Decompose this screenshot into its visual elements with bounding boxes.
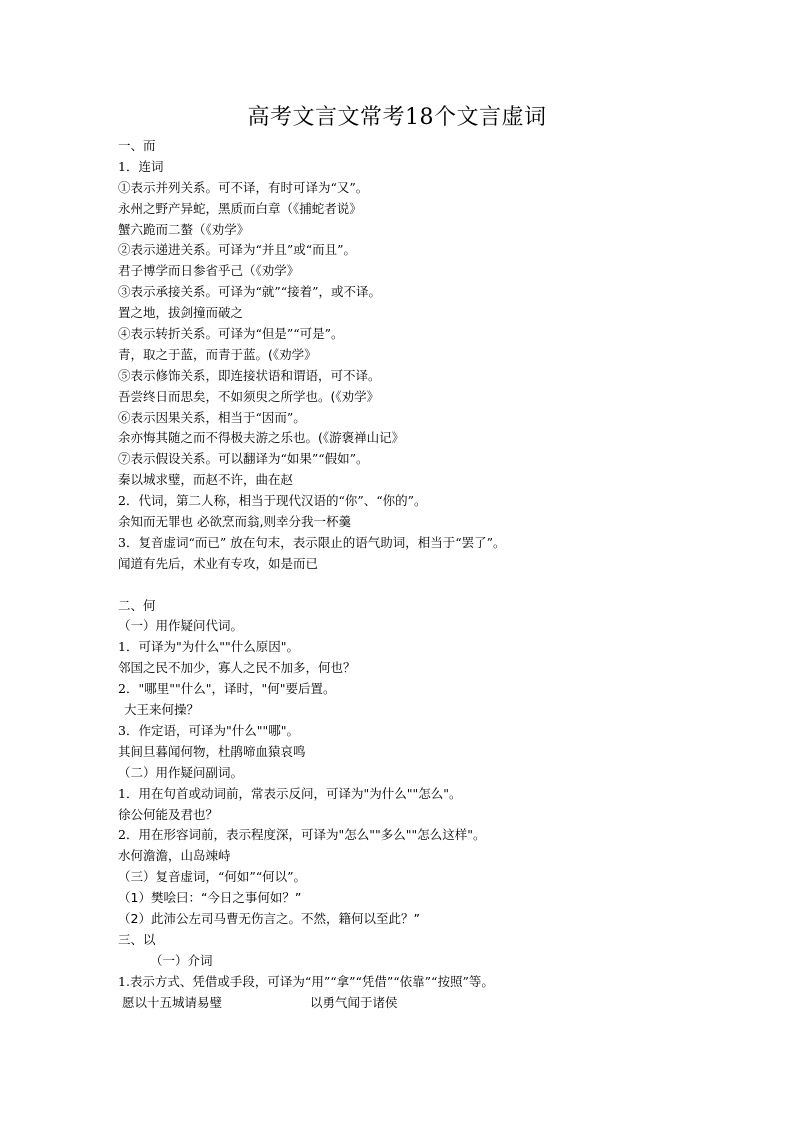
subheading-interrogative-pronoun: （一）用作疑问代词。	[118, 618, 244, 634]
document-body	[118, 136, 738, 1013]
example-line: （1）樊哙曰：“今日之事何如？”	[118, 890, 302, 906]
subheading-compound-particle: （三）复音虚词，“何如”“何以”。	[118, 869, 307, 885]
example-line: （2）此沛公左司马曹无伤言之。不然，籍何以至此？”	[118, 910, 420, 926]
example-line: 秦以城求璧，而赵不许，曲在赵	[118, 472, 294, 488]
rule-line: ⑥表示因果关系，相当于“因而”。	[118, 409, 306, 425]
example-line: 邻国之民不加少，寡人之民不加多，何也？	[118, 660, 356, 676]
rule-line: 1．用在句首或动词前，常表示反问，可译为"为什么""怎么"。	[118, 785, 462, 801]
example-line: 吾尝终日而思矣，不如须臾之所学也。(《劝学》	[118, 388, 380, 404]
rule-line: 3．作定语，可译为"什么""哪"。	[118, 722, 299, 738]
subheading-interrogative-adverb: （二）用作疑问副词。	[118, 764, 244, 780]
rule-line: ③表示承接关系。可译为“就”“接着”，或不译。	[118, 284, 382, 300]
example-line: 徐公何能及君也？	[118, 806, 219, 822]
rule-line: ⑤表示修饰关系，即连接状语和谓语，可不译。	[118, 367, 381, 383]
rule-line: ②表示递进关系。可译为“并且”或“而且”。	[118, 242, 357, 258]
example-line	[118, 993, 738, 1014]
example-line: 君子博学而日参省乎己（《劝学》	[118, 263, 300, 279]
example-line: 大王来何操？	[124, 702, 200, 718]
section-heading-he: 二、何	[118, 597, 156, 613]
subheading-preposition: （一）介词	[150, 952, 213, 968]
document-title: 高考文言文常考18个文言虚词	[247, 105, 547, 130]
rule-line: ①表示并列关系。可不译，有时可译为“又”。	[118, 179, 369, 195]
example-line: 永州之野产异蛇，黑质而白章（《捕蛇者说》	[118, 200, 362, 216]
example-line: 余知而无罪也 必欲烹而翁,则幸分我一杯羹	[118, 514, 351, 530]
example-line: 其间旦暮闻何物，杜鹃啼血猿哀鸣	[118, 743, 306, 759]
example-line: 置之地，拔剑撞而破之	[118, 305, 244, 321]
example-line: 水何澹澹，山岛竦峙	[118, 848, 231, 864]
rule-line: 2．"哪里""什么"，译时，"何"要后置。	[118, 681, 336, 697]
example-line: 闻道有先后，术业有专攻，如是而已	[118, 555, 319, 571]
rule-line: 3．复音虚词“而已” 放在句末，表示限止的语气助词，相当于“罢了”。	[118, 534, 506, 550]
example-left: 愿以十五城请易璧	[122, 994, 223, 1010]
example-line: 青，取之于蓝，而青于蓝。(《劝学》	[118, 346, 317, 362]
rule-line: 1.表示方式、凭借或手段，可译为“用”“拿”“凭借”“依靠”“按照”等。	[118, 973, 494, 989]
example-line: 余亦悔其随之而不得极夫游之乐也。(《游褒禅山记》	[118, 430, 405, 446]
rule-line: 2．代词，第二人称，相当于现代汉语的“你”、“你的”。	[118, 493, 427, 509]
rule-line: 2．用在形容词前，表示程度深，可译为"怎么""多么""怎么这样"。	[118, 827, 486, 843]
section-heading-er: 一、而	[118, 138, 156, 153]
section-heading-yi: 三、以	[118, 931, 156, 947]
rule-line: 1．可译为"为什么""什么原因"。	[118, 639, 299, 655]
example-right: 以勇气闻于诸侯	[310, 994, 398, 1010]
subheading-conjunction: 1．连词	[118, 158, 164, 174]
example-line: 蟹六跪而二螯（《劝学》	[118, 221, 250, 237]
blank-line	[118, 575, 738, 596]
rule-line: ⑦表示假设关系。可以翻译为“如果”“假如”。	[118, 451, 369, 467]
rule-line: ④表示转折关系。可译为“但是”“可是”。	[118, 326, 344, 342]
